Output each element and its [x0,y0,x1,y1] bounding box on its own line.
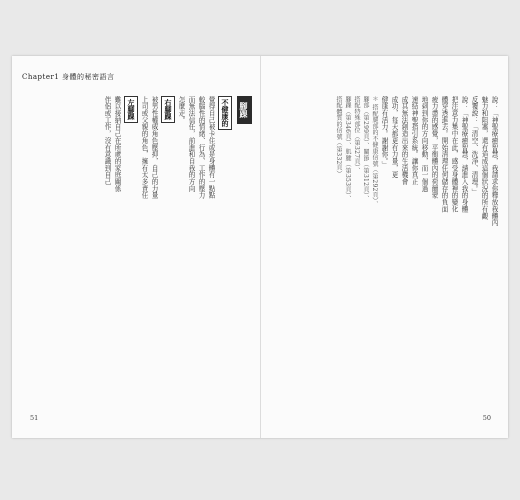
text-column: 怎麼走。 [177,96,185,124]
text-column: 覺得自己被卡住或是身體有一點點 [207,96,215,199]
text-column: 反覆說：「清空、洗淨、清理。」 [470,96,478,196]
box-right-ankle: 右腳踝 [161,96,175,123]
page-number-left: 51 [30,414,39,422]
page-number-right: 50 [482,414,491,422]
box-unhealthy: 不健康的 [218,96,232,130]
text-column: 難以接納自己在所處的家庭關係 [113,96,121,192]
book-spread [12,56,508,438]
chapter-label: Chapter1 [22,73,60,81]
right-text-area [269,96,499,388]
text-column: 成功，每天都更有力量，更 [390,96,398,179]
text-column: 地刺到你的方向移動，而一個過 [420,96,428,192]
text-column: 健康有活力。謝謝你。」 [380,96,388,169]
reference-line: 腳踝（第346頁）、肌腱（第353頁）、 [344,96,351,202]
text-column: 魅力和阻塞，還有造成這個狀況的所有觀 [480,96,488,220]
text-column: 上司或父親的角色，擁有太多責任 [140,96,148,199]
left-text-area [20,96,256,388]
reference-line: ＊ 搭配腿部的不健康信號（第292頁）、 [371,96,378,208]
reference-line: 搭配體質的信號（第332頁） [335,96,342,177]
page-header [22,72,115,82]
text-column: 說：「神聖療癒智慧，請進入我的身體 [460,96,468,213]
text-column: 把注意力集中在此，感受身體裡的變化 [450,96,458,213]
text-column: 疲力盡的感覺，平衡體內的荷爾蒙 [430,96,438,199]
section-title: 腳踝 [237,96,252,124]
text-column: 被男性權威角色壓抑，自己的力量 [150,96,158,199]
text-column: 伴侶或工作，沒有意識到自己 [103,96,111,186]
text-column: 成其無法創造出來的生活機會 [400,96,408,186]
text-column: 較腦性的情緒、行為、工作的壓力 [197,96,205,199]
text-column: 體穿透進去。開始清理任何儲存的負面 [440,96,448,213]
chapter-title: 身體的秘密語言 [62,73,115,81]
reference-line: 腳部（第299頁）、關節（第312頁）、 [362,96,369,202]
box-left-ankle: 左腳踝 [124,96,138,123]
text-column: 速結神聖指引系統。讓你真正 [410,96,418,186]
reference-line: 搭配特殊部位（第327頁）、 [353,96,360,174]
text-column: 而無法信任，前進和自我的方向 [187,96,195,192]
right-page [261,56,509,438]
text-column: 說：「神聖療癒智慧，我請求你釋放我體內 [490,96,498,227]
left-page [12,56,260,438]
